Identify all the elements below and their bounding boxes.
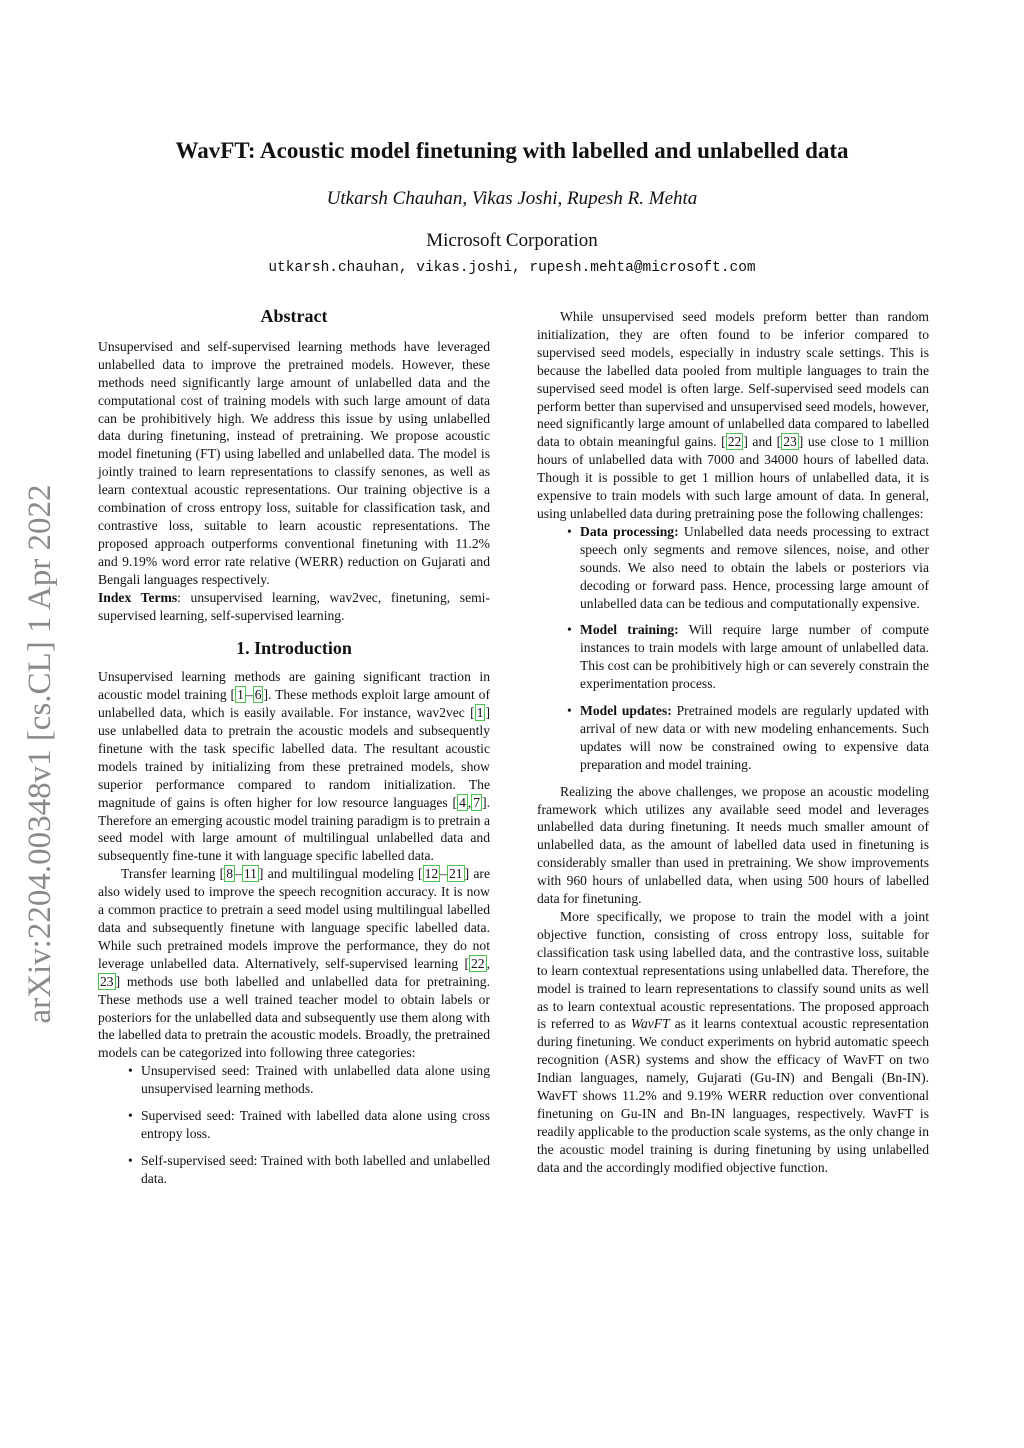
intro-paragraph-1: Unsupervised learning methods are gaining significant traction in acoustic model training [ 1 – 6 ]. These methods exploit large amount of unlabelled data, which is easily available. For instance, wav2vec [ 1 ] use unlabelled data to pretrain the acoustic models and subsequently finetune with the task specific labelled data. The resultant acoustic models trained by initializing from these pretrained models, show superior performance compared to random initialization. The magnitude of gains is often higher for low resource languages [ 4 , 7 ]. Therefore an emerging acoustic model training paradigm is to pretrain a seed model with large amount of multilingual unlabelled data and subsequently fine-tune it with language specific labelled data. [98, 669, 490, 864]
citation-link[interactable]: 6 [254, 687, 262, 703]
right-paragraph-1: While unsupervised seed models preform better than random initialization, they are often found to be inferior compared to supervised seed models, especially in industry scale settings. This is because the labelled data pooled from multiple languages to train the supervised seed model is often large. Self-supervised seed models can perform better than supervised and unsupervised seed models, however, need significantly large amount of unlabelled data compared to labelled data to obtain meaningful gains. [ 22 ] and [ 23 ] use close to 1 million hours of unlabelled data with 7000 and 34000 hours of labelled data. Though it is possible to get 1 million hours of unlabelled data, it is expensive to train models with such large amount of data. In general, using unlabelled data during pretraining pose the following challenges: [537, 309, 930, 521]
intro-paragraph-2: Transfer learning [ 8 – 11 ] and multilingual modeling [ 12 – 21 ] are also widely used to improve the speech recognition accuracy. It is now a common practice to pretrain a seed model using multilingual labelled data and subsequently finetune with language specific labelled data. While such pretrained models improve the performance, they do not leverage unlabelled data. Alternatively, self-supervised learning [ 22 , 23 ] methods use both labelled and unlabelled data for pretraining. These methods use a well trained teacher model to obtain labels or posteriors for the unlabelled data and subsequently use them along with the labelled data to pretrain the acoustic models. Broadly, the pretrained models can be categorized into following three categories: [98, 866, 490, 1061]
right-paragraph-3: More specifically, we propose to train the model with a joint objective function, consisting of cross entropy loss, suitable for classification task using labelled data, and the contrastive loss, suitable to learn contextual representations using unlabelled data. Therefore, the model is trained to learn representations to classify sound units as well as to learn contextual acoustic representations. The proposed approach is referred to as WavFT as it learns contextual acoustic representation during finetuning. We conduct experiments on hybrid automatic speech recognition (ASR) systems and show the efficacy of WavFT on two Indian languages, namely, Gujarati (Gu-IN) and Bengali (Bn-IN). WavFT shows 11.2% and 9.19% WERR reduction over conventional finetuning on Gu-IN and Bn-IN languages, respectively. WavFT is readily applicable to the production scale systems, as the only change in the acoustic model training is during finetuning by using unlabelled data and the accordingly modified objective function. [537, 909, 929, 1175]
seed-categories-list [98, 1062, 490, 1187]
challenge-label: Model updates: [580, 703, 672, 719]
challenge-label: Data processing: [580, 523, 679, 539]
challenge-label: Model training: [580, 622, 679, 638]
citation-link[interactable]: 1 [237, 687, 244, 703]
list-item: • Self-supervised seed: Trained with both labelled and unlabelled data. [141, 1152, 490, 1188]
citation-link[interactable]: 23 [100, 973, 114, 989]
citation-link[interactable]: 12 [424, 866, 439, 882]
list-item: • Model training: Will require large number of compute instances to train models with large amount of unlabelled data. This cost can be prohibitively high or can severely constrain the experimentation process. [580, 621, 929, 693]
right-column [537, 308, 929, 1177]
citation-link[interactable]: 4 [459, 794, 466, 810]
author-emails[interactable]: utkarsh.chauhan, vikas.joshi, rupesh.mehta@microsoft.com [268, 260, 756, 276]
citation-link[interactable]: 22 [471, 955, 485, 971]
index-terms-label: Index Terms [98, 589, 178, 605]
citation-link[interactable]: 11 [243, 866, 257, 882]
introduction-heading: 1. Introduction [236, 638, 352, 659]
right-paragraph-2: Realizing the above challenges, we propose an acoustic modeling framework which utilizes any available seed model and leverages unlabelled data during finetuning. It needs much smaller amount of unlabelled data, as the amount of labelled data used in finetuning is considerably smaller than used in pretraining. We show improvements with 960 hours of unlabelled data, when using 500 hours of labelled data for finetuning. [537, 783, 929, 907]
list-item: • Unsupervised seed: Trained with unlabelled data alone using unsupervised learning methods. [141, 1062, 490, 1098]
author-list: Utkarsh Chauhan, Vikas Joshi, Rupesh R. Mehta [326, 188, 698, 209]
citation-link[interactable]: 7 [473, 794, 481, 810]
citation-link[interactable]: 22 [727, 434, 742, 450]
arxiv-identifier-stamp: arXiv:2204.00348v1 [cs.CL] 1 Apr 2022 [22, 484, 58, 1024]
index-terms-text: : unsupervised learning, wav2vec, finetuning, semi-supervised learning, self-supervised learning. [98, 589, 490, 623]
method-name: WavFT [630, 1016, 670, 1032]
affiliation: Microsoft Corporation [426, 230, 598, 251]
citation-link[interactable]: 1 [476, 705, 484, 721]
list-item: • Supervised seed: Trained with labelled data alone using cross entropy loss. [141, 1107, 490, 1143]
citation-link[interactable]: 8 [226, 866, 234, 882]
left-column [98, 308, 490, 1197]
challenges-list [537, 523, 929, 774]
index-terms [98, 589, 490, 625]
paper-title: WavFT: Acoustic model finetuning with labelled and unlabelled data [175, 138, 849, 163]
list-item: • Data processing: Unlabelled data needs processing to extract speech only segments and remove silences, noise, and other sounds. We also need to obtain the labels or posteriors via decoding or forward pass. Hence, processing large amount of unlabelled data can be tedious and computationally expensive. [580, 523, 929, 613]
citation-link[interactable]: 21 [448, 866, 463, 882]
list-item: • Model updates: Pretrained models are regularly updated with arrival of new data or with new modeling enhancements. Such updates will now be constrained owing to expensive data preparation and model training. [580, 702, 929, 774]
abstract-text: Unsupervised and self-supervised learning methods have leveraged unlabelled data to improve the pretrained models. However, these methods need significantly large amount of unlabelled data and the computational cost of training models with such large amount of data can be prohibitively high. We address this issue by using unlabelled data during finetuning, instead of pretraining. We propose acoustic model finetuning (FT) using labelled and unlabelled data. The model is jointly trained to learn representations to classify senones, as well as learn contextual acoustic representations. Our training objective is a combination of cross entropy loss, suitable for classification task, and contrastive loss, suitable to learn acoustic representations. The proposed approach outperforms conventional finetuning with 11.2% and 9.19% word error rate relative (WERR) reduction on Gujarati and Bengali languages respectively. [98, 338, 490, 587]
abstract-heading: Abstract [260, 306, 328, 326]
citation-link[interactable]: 23 [783, 434, 797, 450]
